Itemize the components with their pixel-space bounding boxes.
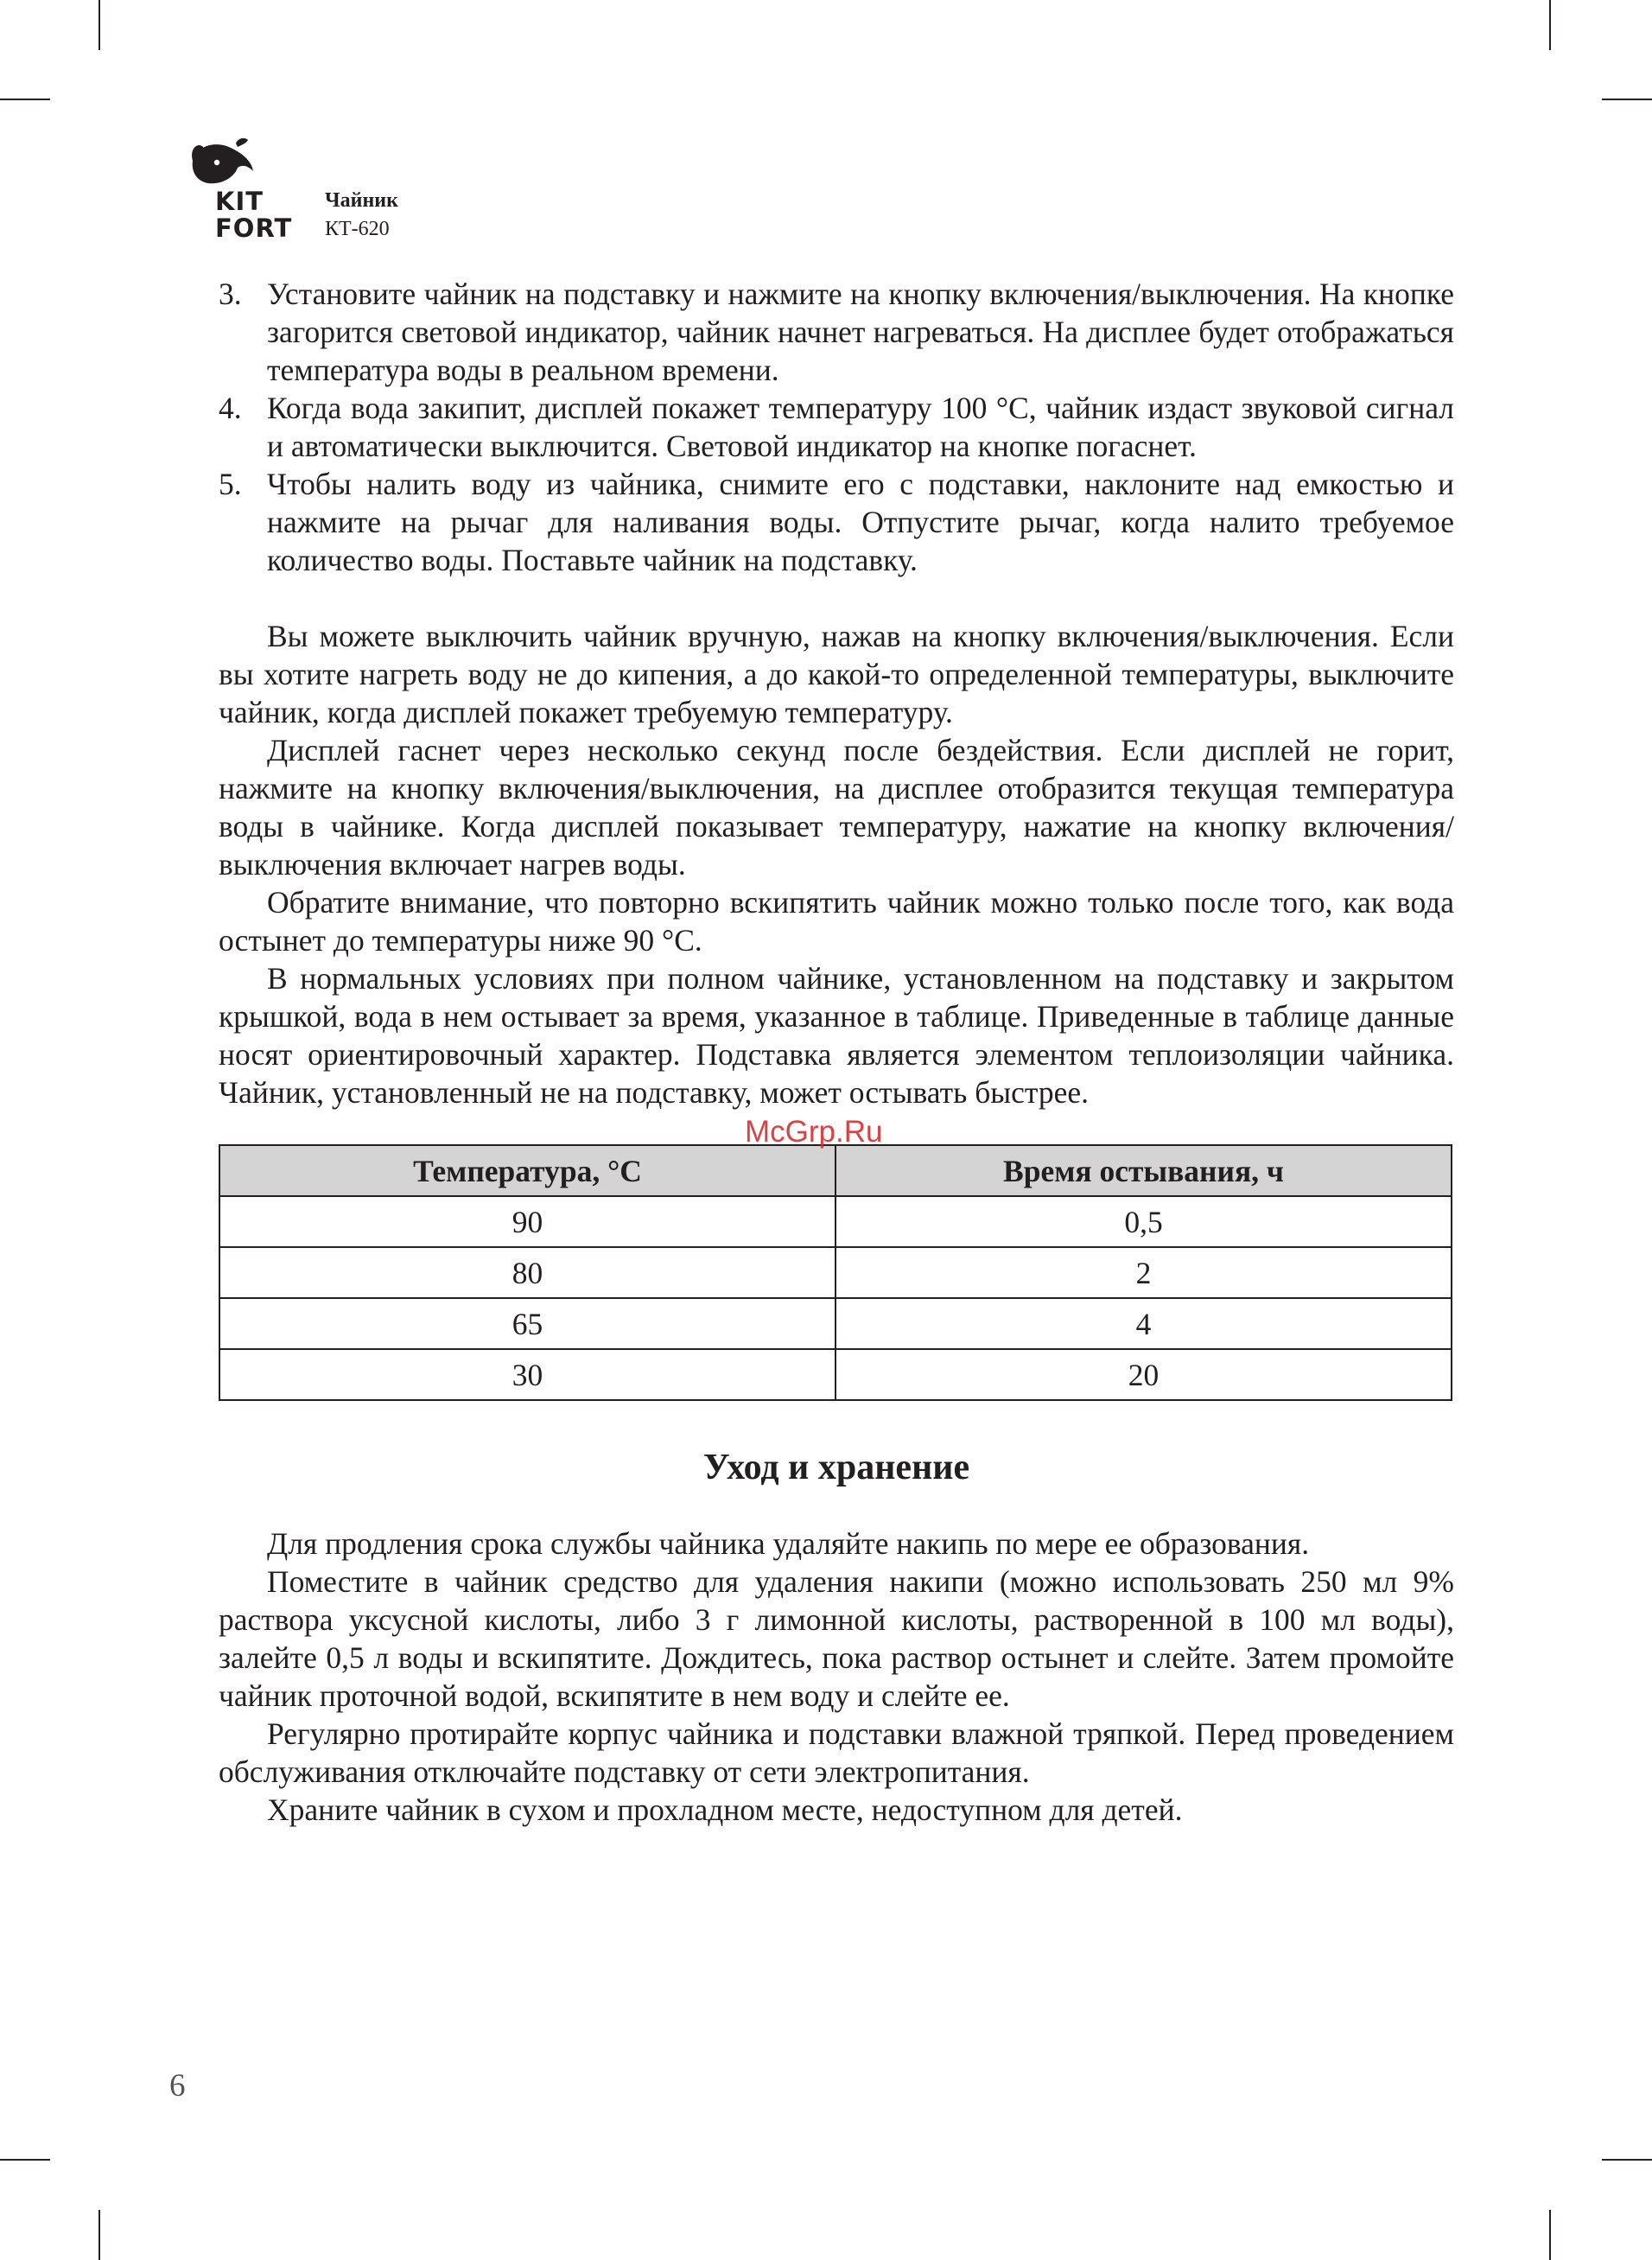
list-item: [219, 389, 1454, 465]
spacer: [219, 579, 1454, 617]
product-model: КТ-620: [325, 218, 390, 240]
logo-line-1: KIT: [215, 187, 264, 216]
table-cell: 2: [836, 1247, 1452, 1298]
table-row: [219, 1247, 1452, 1298]
step-text: Чтобы налить воду из чайника, снимите его с подставки, наклоните над емкостью и нажмите на рычаг для наливания воды. Отпустите рычаг, когда налито требуемое количество воды. Поставьте чайник на подставку.: [267, 467, 1454, 577]
cooling-time-table: [219, 1144, 1452, 1401]
logo-line-2: FORT: [215, 213, 293, 243]
instruction-steps: [219, 275, 1454, 579]
table-cell: 90: [219, 1196, 836, 1247]
logo-wordmark: [215, 188, 319, 242]
crop-mark: [0, 2159, 50, 2161]
table-cell: 30: [219, 1349, 836, 1400]
paragraph: Регулярно протирайте корпус чайника и подставки влажной тряпкой. Перед проведением обслуживания отключайте подставку от сети электропитания.: [219, 1716, 1454, 1789]
table-cell: 80: [219, 1247, 836, 1298]
product-name: Чайник: [325, 189, 398, 212]
paragraph: Обратите внимание, что повторно вскипятить чайник можно только после того, как вода остынет до температуры ниже 90 °С.: [219, 885, 1454, 958]
crop-mark: [0, 99, 50, 100]
table-cell: 20: [836, 1349, 1452, 1400]
table-cell: 65: [219, 1298, 836, 1349]
table-row: [219, 1298, 1452, 1349]
paragraph: Для продления срока службы чайника удаляйте накипь по мере ее образования.: [267, 1526, 1310, 1561]
paragraph: Храните чайник в сухом и прохладном месте, недоступном для детей.: [267, 1792, 1183, 1827]
crop-mark: [1602, 2159, 1652, 2161]
paragraph: Вы можете выключить чайник вручную, нажав на кнопку включения/выключения. Если вы хотите нагреть воду не до кипения, а до какой-то определенной температуры, выключите чайник, когда дисплей покажет требуемую температуру.: [219, 619, 1454, 729]
section-title: Уход и хранение: [702, 1448, 970, 1487]
crop-mark: [1549, 0, 1551, 50]
list-item: [219, 275, 1454, 389]
kitfort-logo: [184, 137, 305, 249]
crop-mark: [1602, 99, 1652, 100]
step-number: 4.: [219, 391, 242, 425]
step-text: Установите чайник на подставку и нажмите на кнопку включения/выключения. На кнопке загорится световой индикатор, чайник начнет нагреваться. На дисплее будет отображаться температура воды в реальном времени.: [267, 277, 1454, 387]
paragraph: В нормальных условиях при полном чайнике, установленном на подставку и закрытом крышкой, вода в нем остывает за время, указанное в таблице. Приведенные в таблице данные носят ориентировочный характер. Подставка является элементом теплоизоляции чайника. Чайник, установленный не на подставку, может остывать быстрее.: [219, 961, 1454, 1110]
paragraph: Поместите в чайник средство для удаления накипи (можно использовать 250 мл 9% раствора уксусной кислоты, либо 3 г лимонной кислоты, растворенной в 100 мл воды), залейте 0,5 л воды и вскипятите. Дождитесь, пока раствор остынет и слейте. Затем промойте чайник проточной водой, вскипятите в нем воду и слейте ее.: [219, 1564, 1454, 1713]
page-number: 6: [169, 2068, 186, 2104]
crop-mark: [1549, 2210, 1551, 2260]
column-header: Температура, °С: [219, 1145, 836, 1196]
page-body: [219, 275, 1454, 1829]
table-row: [219, 1349, 1452, 1400]
table-cell: 0,5: [836, 1196, 1452, 1247]
crop-mark: [98, 0, 100, 50]
step-text: Когда вода закипит, дисплей покажет температуру 100 °С, чайник издаст звуковой сигнал и автоматически выключится. Световой индикатор на кнопке погаснет.: [267, 391, 1454, 463]
step-number: 5.: [219, 467, 242, 501]
whale-icon: [186, 137, 257, 188]
crop-mark: [98, 2210, 100, 2260]
step-number: 3.: [219, 277, 242, 311]
page-header: [184, 137, 616, 249]
table-cell: 4: [836, 1298, 1452, 1349]
watermark: McGrp.Ru: [745, 1115, 883, 1149]
table-header-row: [219, 1145, 1452, 1196]
list-item: [219, 465, 1454, 579]
paragraph: Дисплей гаснет через несколько секунд после бездействия. Если дисплей не горит, нажмите на кнопку включения/выключения, на дисплее отобразится текущая температура воды в чайнике. Когда дисплей показывает температуру, нажатие на кнопку включения/выключения включает нагрев воды.: [219, 733, 1454, 882]
table-row: [219, 1196, 1452, 1247]
column-header: Время остывания, ч: [836, 1145, 1452, 1196]
product-info: [325, 187, 398, 244]
